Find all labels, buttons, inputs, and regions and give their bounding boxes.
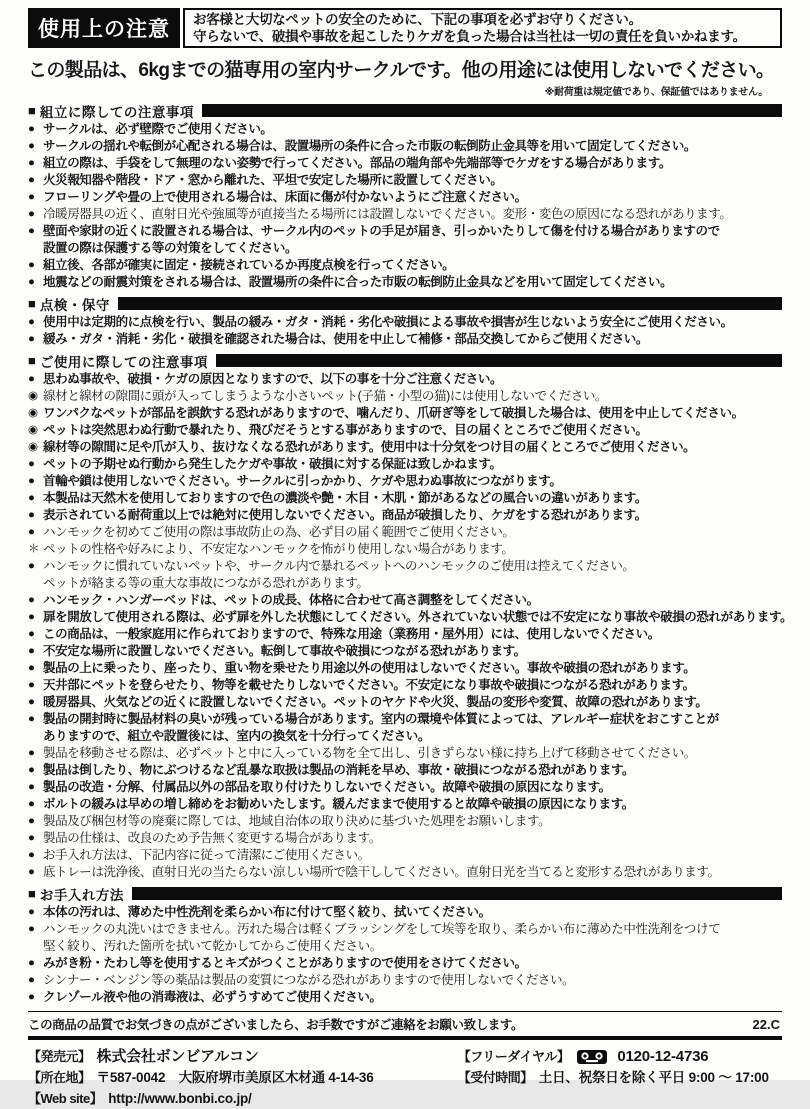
notice-text: みがき粉・たわし等を使用するとキズがつくことがありますので使用をさけてください。	[43, 956, 527, 970]
header	[28, 8, 782, 48]
notice-item	[28, 972, 782, 989]
notice-text: 堅く絞り、汚れた箇所を拭いて乾かしてからご使用ください。	[43, 939, 382, 953]
bullet-marker: ●	[28, 526, 35, 538]
bullet-marker: ●	[28, 316, 35, 328]
notice-text: シンナー・ベンジン等の薬品は製品の変質につながる恐れがありますので使用しないでください。	[43, 973, 575, 987]
notice-text: 壁面や家財の近くに設置される場合は、サークル内のペットの手足が届き、引っかいたりして傷を付ける場合がありますので	[43, 224, 720, 238]
bullet-marker: ●	[28, 679, 35, 691]
section-header	[28, 351, 782, 370]
notice-item	[28, 711, 782, 728]
notice-text: ありますので、組立や設置後には、室内の換気を十分行ってください。	[43, 729, 430, 743]
section-header-bar	[132, 887, 782, 900]
notice-text: ペットの予期せぬ行動から発生したケガや事故・破損に対する保証は致しかねます。	[43, 457, 502, 471]
website-row	[28, 1088, 458, 1109]
bullet-marker: ●	[28, 225, 35, 237]
notice-text: 地震などの耐震対策をされる場合は、設置場所の条件に合った市販の転倒防止金具などを用いて固定してください。	[43, 275, 673, 289]
section-header-bar	[202, 104, 782, 117]
section-2	[28, 294, 782, 348]
notice-text: 使用中は定期的に点検を行い、製品の緩み・ガタ・消耗・劣化や破損による事故や損害が生じないよう安全にご使用ください。	[43, 315, 733, 329]
notice-text: 製品の上に乗ったり、座ったり、重い物を乗せたり用途以外の使用はしないでください。事故や破損の恐れがあります。	[43, 661, 696, 675]
notice-item	[28, 864, 782, 881]
notice-item	[28, 274, 782, 291]
notice-text: 製品を移動させる際は、必ずペットと中に入っている物を全て出し、引きずらない様に持ち上げて移動させてください。	[43, 746, 696, 760]
notice-item	[28, 439, 782, 456]
bullet-marker: ●	[28, 645, 35, 657]
bullet-marker: ●	[28, 276, 35, 288]
header-notice-line2: 守らないで、破損や事故を起こしたりケガを負った場合は当社は一切の責任を負いかねます。	[193, 29, 746, 44]
bullet-marker: ◉	[28, 441, 39, 453]
website-url: http://www.bonbi.co.jp/	[108, 1091, 252, 1106]
bullet-marker: ●	[28, 140, 35, 152]
notice-item	[28, 575, 782, 592]
quality-note-row	[28, 1011, 782, 1036]
notice-item	[28, 388, 782, 405]
section-title: お手入れ方法	[39, 887, 124, 903]
notice-text: サークルの揺れや転倒が心配される場合は、設置場所の条件に合った市販の転倒防止金具等を用いて固定してください。	[43, 139, 697, 153]
notice-item	[28, 796, 782, 813]
address-label: 【所在地】	[28, 1070, 91, 1085]
notice-item	[28, 155, 782, 172]
footer-divider	[28, 1036, 782, 1040]
notice-item	[28, 490, 782, 507]
bullet-marker: ●	[28, 458, 35, 470]
notice-item	[28, 206, 782, 223]
notice-text: 製品の仕様は、改良のため予告無く変更する場合があります。	[43, 831, 381, 845]
header-notice-box	[183, 8, 782, 48]
notice-item	[28, 609, 793, 626]
hours-label: 【受付時間】	[457, 1070, 533, 1085]
bullet-marker: ●	[28, 157, 35, 169]
bullet-marker: ●	[28, 594, 35, 606]
section-1	[28, 101, 782, 291]
bullet-marker: ◉	[28, 424, 39, 436]
bullet-marker: ●	[28, 866, 35, 878]
notice-text: 首輪や鎖は使用しないでください。サークルに引っかかり、ケガや思わぬ事故につながります。	[43, 474, 562, 488]
notice-item	[28, 524, 782, 541]
notice-text: クレゾール液や他の消毒液は、必ずうすめてご使用ください。	[43, 990, 382, 1004]
notice-item	[28, 955, 782, 972]
notice-item	[28, 904, 782, 921]
freedial-number: 0120-12-4736	[617, 1048, 709, 1065]
bullet-marker: ●	[28, 923, 35, 935]
hours-value: 土日、祝祭日を除く平日 9:00 ～ 17:00	[538, 1070, 769, 1085]
notice-text: 表示されている耐荷重以上では絶対に使用しないでください。商品が破損したり、ケガをする恐れがあります。	[43, 508, 647, 522]
bullet-marker: ●	[28, 611, 35, 623]
notice-text: お手入れ方法は、下記内容に従って清潔にご使用ください。	[43, 848, 370, 862]
notice-item	[28, 189, 782, 206]
notice-item	[28, 138, 782, 155]
notice-item	[28, 223, 782, 240]
notice-text: 製品及び梱包材等の廃棄に際しては、地域自治体の取り決めに基づいた処理をお願いします。	[43, 814, 551, 828]
bullet-marker: ●	[28, 373, 35, 385]
notice-text: ハンモックを初めてご使用の際は事故防止の為、必ず目の届く範囲でご使用ください。	[43, 525, 515, 539]
bullet-marker: ●	[28, 208, 35, 220]
notice-text: ハンモックに慣れていないペットや、サークル内で暴れるペットへのハンモックのご使用は控えてください。	[43, 559, 635, 573]
footer	[28, 1046, 782, 1109]
page-title: 使用上の注意	[28, 8, 180, 48]
notice-item	[28, 314, 782, 331]
bullet-marker: ●	[28, 333, 35, 345]
notice-text: 暖房器具、火気などの近くに設置しないでください。ペットのヤケドや火災、製品の変形や変質、故障の恐れがあります。	[43, 695, 708, 709]
notice-item	[28, 592, 782, 609]
notice-item	[28, 813, 782, 830]
square-marker: ■	[28, 886, 36, 901]
section-header-bar	[216, 354, 782, 367]
notice-text: 製品の改造・分解、付属品以外の部品を取り付けたりしないでください。故障や破損の原因になります。	[43, 780, 611, 794]
bullet-marker: ●	[28, 560, 35, 572]
notice-item	[28, 456, 782, 473]
notice-text: 火災報知器や階段・ドア・窓から離れた、平坦で安定した場所に設置してください。	[43, 173, 503, 187]
notice-item	[28, 405, 782, 422]
notice-item	[28, 422, 782, 439]
square-marker: ■	[28, 296, 36, 311]
bullet-marker: ●	[28, 174, 35, 186]
section-header	[28, 101, 782, 120]
section-title: 組立に際しての注意事項	[39, 104, 194, 120]
notice-text: ペットの性格や好みにより、不安定なハンモックを怖がり使用しない場合があります。	[43, 542, 514, 556]
notice-item	[28, 938, 782, 955]
notice-text: 線材と線材の隙間に頭が入ってしまうような小さいペット(子猫・小型の猫)には使用しないでください。	[43, 389, 608, 403]
notice-text: ペットは突然思わぬ行動で暴れたり、飛びだそうとする事がありますので、目の届くところでご使用ください。	[43, 423, 648, 437]
load-capacity-note: ※耐荷重は規定値であり、保証値ではありません。	[544, 87, 768, 98]
notice-item	[28, 172, 782, 189]
notice-text: 底トレーは洗浄後、直射日光の当たらない涼しい場所で陰干ししてください。直射日光を当てると変形する恐れがあります。	[43, 865, 720, 879]
notice-item	[28, 694, 782, 711]
header-notice-line1: お客様と大切なペットの安全のために、下記の事項を必ずお守りください。	[193, 12, 642, 27]
notice-text: 不安定な場所に設置しないでください。転倒して事故や破損につながる恐れがあります。	[43, 644, 526, 658]
bullet-marker: ●	[28, 798, 35, 810]
bullet-marker: ●	[28, 696, 35, 708]
notice-text: 扉を開放して使用される際は、必ず扉を外した状態にしてください。外されていない状態では不安定になり事故や破損の恐れがあります。	[43, 610, 793, 624]
bullet-marker: ●	[28, 123, 35, 135]
notice-item	[28, 745, 782, 762]
notice-item	[28, 558, 782, 575]
bullet-marker: ●	[28, 764, 35, 776]
notice-item	[28, 989, 782, 1006]
bullet-marker: ●	[28, 991, 35, 1003]
bullet-marker: ●	[28, 974, 35, 986]
bullet-marker: ●	[28, 781, 35, 793]
notice-item	[28, 660, 782, 677]
section-title: ご使用に際しての注意事項	[39, 354, 208, 370]
notice-item	[28, 240, 782, 257]
notice-text: サークルは、必ず壁際でご使用ください。	[43, 122, 273, 136]
section-4	[28, 884, 782, 1006]
square-marker: ■	[28, 103, 36, 118]
notice-text: 天井部にペットを登らせたり、物等を載せたりしないでください。不安定になり事故や破損につながる恐れがあります。	[43, 678, 695, 692]
address-value: 〒587-0042 大阪府堺市美原区木材通 4-14-36	[96, 1070, 374, 1085]
bullet-marker: ●	[28, 815, 35, 827]
notice-item	[28, 728, 782, 745]
notice-text: 組立の際は、手袋をして無理のない姿勢で行ってください。部品の端角部や先端部等でケガをする場合があります。	[43, 156, 671, 170]
notice-text: ハンモック・ハンガーベッドは、ペットの成長、体格に合わせて高さ調整をしてください。	[43, 593, 539, 607]
notice-text: 思わぬ事故や、破損・ケガの原因となりますので、以下の事を十分ご注意ください。	[43, 372, 503, 386]
notice-item	[28, 507, 782, 524]
notice-text: 組立後、各部が確実に固定・接続されているか再度点検を行ってください。	[43, 258, 455, 272]
notice-item	[28, 626, 782, 643]
notice-text: ボルトの緩みは早めの増し締めをお勧めいたします。緩んだままで使用すると故障や破損の原因になります。	[43, 797, 634, 811]
bullet-marker: ＊	[28, 543, 40, 555]
revision-code: 22.C	[752, 1016, 780, 1032]
bullet-marker: ●	[28, 259, 35, 271]
notice-item	[28, 331, 782, 348]
notice-text: フローリングや畳の上で使用される場合は、床面に傷が付かないようにご注意ください。	[43, 190, 527, 204]
bullet-marker: ●	[28, 509, 35, 521]
bullet-marker: ●	[28, 849, 35, 861]
seller-name: 株式会社ボンビアルコン	[96, 1048, 259, 1065]
bullet-marker: ●	[28, 747, 35, 759]
footer-contact-column	[458, 1046, 782, 1109]
bullet-marker: ●	[28, 492, 35, 504]
notice-text: 製品は倒したり、物にぶつけるなど乱暴な取扱は製品の消耗を早め、事故・破損につながる恐れがあります。	[43, 763, 635, 777]
bullet-marker: ●	[28, 662, 35, 674]
notice-item	[28, 257, 782, 274]
notice-text: 冷暖房器具の近く、直射日光や強風等が直接当たる場所には設置しないでください。変形・変色の原因になる恐れがあります。	[43, 207, 732, 221]
notice-text: この商品は、一般家庭用に作られておりますので、特殊な用途（業務用・屋外用）には、使用しないでください。	[43, 627, 660, 641]
seller-row	[28, 1046, 458, 1067]
address-row	[28, 1067, 458, 1088]
bullet-marker: ●	[28, 832, 35, 844]
freedial-row	[458, 1046, 782, 1067]
section-header	[28, 294, 782, 313]
notice-item	[28, 121, 782, 138]
notice-text: 線材等の隙間に足や爪が入り、抜けなくなる恐れがあります。使用中は十分気をつけ目の届くところでご使用ください。	[43, 440, 696, 454]
square-marker: ■	[28, 353, 36, 368]
bullet-marker: ●	[28, 475, 35, 487]
notice-item	[28, 541, 782, 558]
section-header	[28, 884, 782, 903]
bullet-marker: ◉	[28, 390, 39, 402]
footer-company-column	[28, 1046, 458, 1109]
sections	[28, 101, 793, 1006]
notice-text: ペットが絡まる等の重大な事故につながる恐れがあります。	[43, 576, 369, 590]
notice-item	[28, 921, 782, 938]
bullet-marker: ●	[28, 191, 35, 203]
notice-text: 本製品は天然木を使用しておりますので色の濃淡や艶・木目・木肌・節があるなどの風合いの違いがあります。	[43, 491, 648, 505]
notice-text: 本体の汚れは、薄めた中性洗剤を柔らかい布に付けて堅く絞り、拭いてください。	[43, 905, 491, 919]
seller-label: 【発売元】	[28, 1049, 91, 1064]
hours-row	[458, 1067, 782, 1088]
notice-item	[28, 371, 782, 388]
product-statement: この製品は、6kgまでの猫専用の室内サークルです。他の用途には使用しないでください。	[28, 60, 775, 81]
bullet-marker: ●	[28, 906, 35, 918]
notice-text: 設置の際は保護する等の対策をしてください。	[43, 241, 298, 255]
bullet-marker: ◉	[28, 407, 39, 419]
section-header-bar	[118, 297, 782, 310]
notice-text: 製品の開封時に製品材料の臭いが残っている場合があります。室内の環境や体質によっては、アレルギー症状をおこすことが	[43, 712, 719, 726]
bullet-marker: ●	[28, 713, 35, 725]
notice-text: 緩み・ガタ・消耗・劣化・破損を確認された場合は、使用を中止して補修・部品交換してからご使用ください。	[43, 332, 649, 346]
bullet-marker: ●	[28, 628, 35, 640]
notice-item	[28, 473, 782, 490]
notice-item	[28, 779, 782, 796]
notice-item	[28, 830, 782, 847]
notice-item	[28, 847, 782, 864]
website-label: 【Web site】	[28, 1091, 103, 1106]
notice-item	[28, 762, 782, 779]
notice-item	[28, 677, 782, 694]
section-3	[28, 351, 793, 881]
quality-note: この商品の品質でお気づきの点がございましたら、お手数ですがご連絡をお願い致します。	[28, 1018, 524, 1032]
bullet-marker: ●	[28, 957, 35, 969]
notice-item	[28, 643, 782, 660]
notice-text: ワンパクなペットが部品を誤飲する恐れがありますので、噛んだり、爪研ぎ等をして破損した場合は、使用を中止してください。	[43, 406, 744, 420]
freedial-label: 【フリーダイヤル】	[457, 1049, 570, 1064]
freedial-icon	[577, 1049, 607, 1065]
section-title: 点検・保守	[39, 297, 110, 313]
notice-text: ハンモックの丸洗いはできません。汚れた場合は軽くブラッシングをして埃等を取り、柔らかい布に薄めた中性洗剤をつけて	[43, 922, 721, 936]
